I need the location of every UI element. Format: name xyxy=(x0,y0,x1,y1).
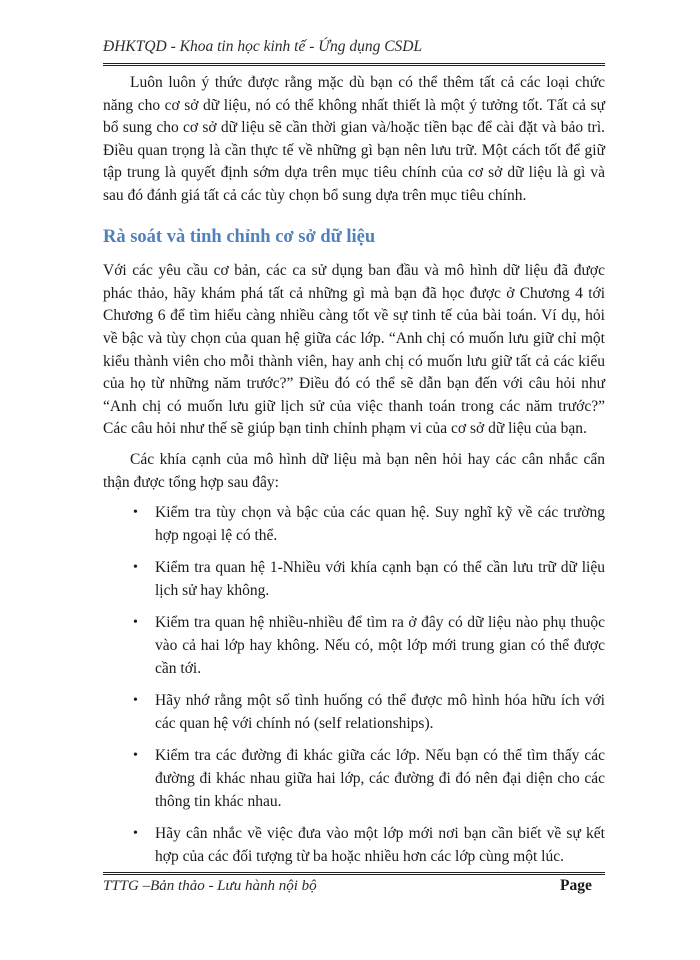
section-heading: Rà soát và tinh chỉnh cơ sở dữ liệu xyxy=(103,226,376,247)
list-item xyxy=(103,557,605,602)
bullet-icon: • xyxy=(133,826,138,842)
paragraph-aspects: Các khía cạnh của mô hình dữ liệu mà bạn nên hỏi hay các cân nhắc cẩn thận được tổng hợp sau đây: xyxy=(103,450,605,491)
header-rule xyxy=(103,63,605,66)
list-item-text: Hãy cân nhắc về việc đưa vào một lớp mới nơi bạn cần biết về sự kết hợp của các đối tượng từ ba hoặc nhiều hơn các lớp cùng một lúc. xyxy=(155,825,605,865)
paragraph-review: Với các yêu cầu cơ bản, các ca sử dụng ban đầu và mô hình dữ liệu đã được phác thảo, hãy khám phá tất cả những gì mà bạn đã học được ở Chương 4 tới Chương 6 để tìm hiểu càng nhiều càng tốt về sự tinh tế của bài toán. Ví dụ, hỏi về bậc và tùy chọn của quan hệ giữa các lớp. “Anh chị có muốn lưu giữ chỉ một kiểu thành viên cho mỗi thành viên, hay anh chị có muốn lưu giữ tất cả các kiểu của họ từ những năm trước?” Điều đó có thể sẽ dẫn bạn đến với câu hỏi như “Anh chị có muốn lưu giữ lịch sử của việc thanh toán trong các năm trước?” Các câu hỏi như thế sẽ giúp bạn tinh chỉnh phạm vi của cơ sở dữ liệu của bạn. xyxy=(103,262,605,438)
page-label: Page xyxy=(560,877,592,894)
bullet-icon: • xyxy=(133,693,138,709)
running-footer: TTTG –Bản thảo - Lưu hành nội bộ xyxy=(103,878,317,894)
list-item xyxy=(103,823,605,868)
list-item-text: Hãy nhớ rằng một số tình huống có thể được mô hình hóa hữu ích với các quan hệ với chính nó (self relationships). xyxy=(155,692,605,732)
list-item xyxy=(103,690,605,735)
paragraph-intro: Luôn luôn ý thức được rằng mặc dù bạn có thể thêm tất cả các loại chức năng cho cơ sở dữ liệu, nó có thể không nhất thiết là một ý tưởng tốt. Tất cả sự bổ sung cho cơ sở dữ liệu sẽ cần thời gian và/hoặc tiền bạc để cài đặt và bảo trì. Điều quan trọng là cần thực tế về những gì bạn nên lưu trữ. Một cách tốt để giữ tập trung là quyết định sớm dựa trên mục tiêu chính của cơ sở dữ liệu là gì và sau đó đánh giá tất cả các tùy chọn bổ sung dựa trên mục tiêu chính. xyxy=(103,74,605,204)
list-item xyxy=(103,745,605,813)
bullet-icon: • xyxy=(133,615,138,631)
list-item-text: Kiểm tra quan hệ nhiều-nhiều để tìm ra ở đây có dữ liệu nào phụ thuộc vào cả hai lớp hay không. Nếu có, một lớp mới trung gian có thể được cần tới. xyxy=(155,614,605,677)
running-header: ĐHKTQD - Khoa tin học kinh tế - Ứng dụng CSDL xyxy=(103,38,423,55)
footer-rule xyxy=(103,872,605,875)
bullet-icon: • xyxy=(133,505,138,521)
body-content xyxy=(103,72,605,878)
list-item-text: Kiểm tra tùy chọn và bậc của các quan hệ. Suy nghĩ kỹ về các trường hợp ngoại lệ có thể. xyxy=(155,504,605,544)
list-item-text: Kiểm tra quan hệ 1-Nhiều với khía cạnh bạn có thể cần lưu trữ dữ liệu lịch sử hay không. xyxy=(155,559,605,599)
list-item xyxy=(103,612,605,680)
bullet-icon: • xyxy=(133,560,138,576)
bullet-icon: • xyxy=(133,748,138,764)
list-item-text: Kiểm tra các đường đi khác giữa các lớp. Nếu bạn có thể tìm thấy các đường đi khác nhau giữa hai lớp, các đường đi đó nên đại diện cho các thông tin khác nhau. xyxy=(155,747,605,810)
list-item xyxy=(103,502,605,547)
bullet-list xyxy=(103,502,605,868)
